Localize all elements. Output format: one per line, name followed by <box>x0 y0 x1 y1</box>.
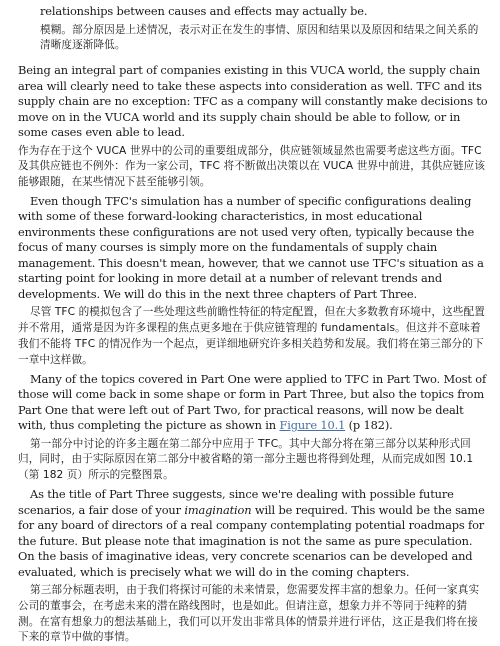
imagination-emphasis: imagination <box>184 502 252 517</box>
paragraph-2-english: Being an integral part of companies existing in this VUCA world, the supply chain area will clearly need to take these aspects into consideration as well. TFC and its supply chain are no exception: TFC as a company will constantly make decisions to move on in the VUCA world and its supply chain should be able to follow, or in some cases even able to lead. <box>18 63 488 140</box>
paragraph-5-english <box>18 487 488 580</box>
paragraph-3-english: Even though TFC's simulation has a number of specific configurations dealing with some of these forward-looking characteristics, in most educational environments these configurations are not used very often, typically because the focus of many courses is simply more on the fundamentals of supply chain management. This doesn't mean, however, that we cannot use TFC's situation as a starting point for looking in more detail at a number of relevant trends and developments. We will do this in the next three chapters of Part Three. <box>18 193 484 301</box>
paragraph-5-text-after: will be required. This would be the same for any board of directors of a real company contemplating potential roadmaps for the future. But please note that imagination is not the same as pure speculation. On the basis of imaginative ideas, very concrete scenarios can be developed and evaluated, which is precisely what we will do in the coming chapters. <box>18 502 485 579</box>
paragraph-4-text-after: (p 182). <box>345 418 393 433</box>
paragraph-4-english <box>18 372 488 434</box>
paragraph-1-english: relationships between causes and effects may actually be. <box>40 4 368 18</box>
paragraph-4-chinese: 第一部分中讨论的许多主题在第二部分中应用于 TFC。其中大部分将在第三部分以某种形式回归，同时，由于实际原因在第二部分中被省略的第一部分主题也将得到处理，从而完成如图 10.1（第 182 页）所示的完整图景。 <box>18 437 474 482</box>
figure-10-1-link[interactable]: Figure 10.1 <box>279 418 346 433</box>
paragraph-3-chinese: 尽管 TFC 的模拟包含了一些处理这些前瞻性特征的特定配置，但在大多数教育环境中，这些配置并不常用，通常是因为许多课程的焦点更多地在于供应链管理的 fundamentals。但这并不意味着我们不能将 TFC 的情况作为一个起点，更详细地研究许多相关趋势和发展。我们将在第三部分的下一章中这样做。 <box>18 306 485 366</box>
paragraph-5-text-before: As the title of Part Three suggests, since we're dealing with possible future scenarios, a fair dose of your <box>18 487 454 517</box>
paragraph-4-text-before: Many of the topics covered in Part One were applied to TFC in Part Two. Most of those will come back in some shape or form in Part Three, but also the topics from Part One that were left out of Part Two, for practical reasons, will now be dealt with, thus completing the picture as shown in <box>18 371 487 433</box>
paragraph-1-chinese: 模糊。部分原因是上述情况，表示对正在发生的事情、原因和结果以及原因和结果之间关系的清晰度逐渐降低。 <box>40 23 479 52</box>
paragraph-2-chinese: 作为存在于这个 VUCA 世界中的公司的重要组成部分，供应链领域显然也需要考虑这些方面。TFC 及其供应链也不例外：作为一家公司，TFC 将不断做出决策以在 VUCA 世界中前进，其供应链应该能够跟随，在某些情况下甚至能够引领。 <box>18 144 486 189</box>
paragraph-5-chinese: 第三部分标题表明，由于我们将探讨可能的未来情景，您需要发挥丰富的想象力。任何一家真实公司的董事会，在考虑未来的潜在路线图时，也是如此。但请注意，想象力并不等同于纯粹的猜测。在富有想象力的想法基础上，我们可以开发出非常具体的情景并进行评估，这正是我们将在接下来的章节中做的事情。 <box>18 584 480 644</box>
